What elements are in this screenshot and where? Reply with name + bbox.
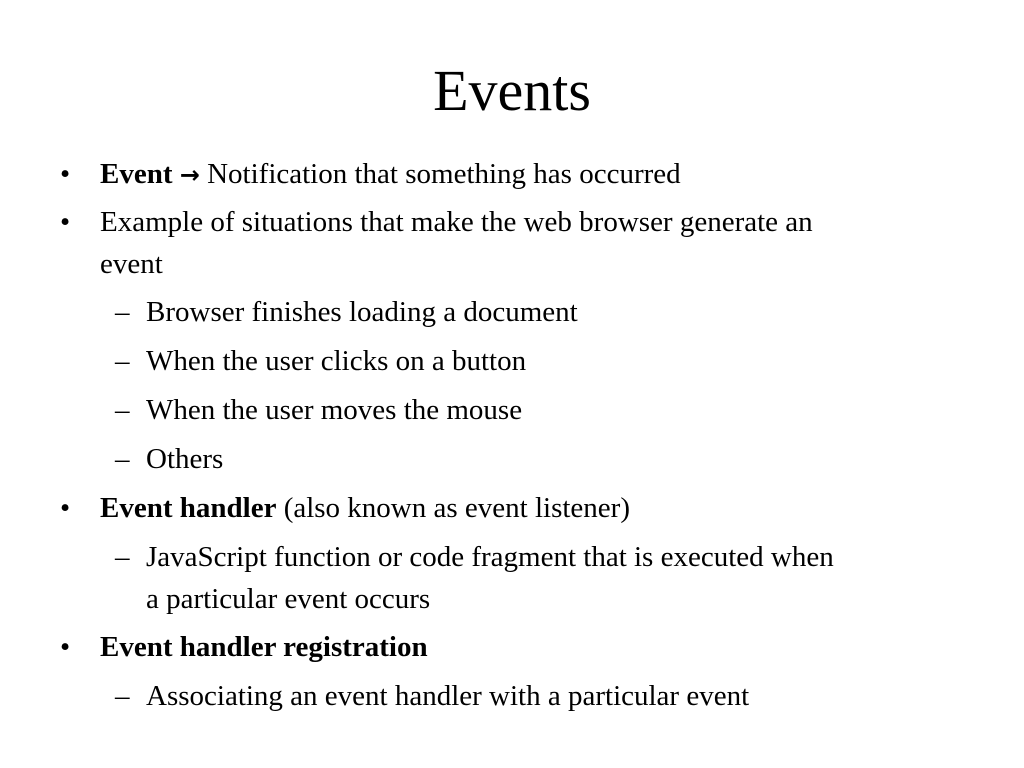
- slide-title: Events: [433, 58, 591, 123]
- bullet-marker: •: [60, 206, 71, 238]
- bullet-examples-line1: Example of situations that make the web browser generate an: [100, 206, 813, 238]
- dash-marker: –: [115, 443, 130, 475]
- term-event-handler: Event handler: [100, 492, 277, 524]
- term-event: Event: [100, 158, 173, 190]
- bullet-event: [100, 153, 681, 196]
- event-handler-aka: (also known as event listener): [283, 492, 630, 524]
- dash-marker: –: [115, 296, 130, 328]
- bullet-examples-line2: event: [100, 248, 163, 280]
- dash-marker: –: [115, 394, 130, 426]
- bullet-marker: •: [60, 492, 71, 524]
- dash-marker: –: [115, 541, 130, 573]
- sub-item-click: When the user clicks on a button: [146, 345, 527, 377]
- event-definition: Notification that something has occurred: [207, 158, 681, 190]
- bullet-marker: •: [60, 631, 71, 663]
- sub-item-mouse: When the user moves the mouse: [146, 394, 523, 426]
- bullet-registration: Event handler registration: [100, 631, 428, 663]
- bullet-marker: •: [60, 158, 71, 190]
- sub-item-loading: Browser finishes loading a document: [146, 296, 578, 328]
- right-arrow-icon: →: [179, 161, 200, 189]
- dash-marker: –: [115, 680, 130, 712]
- sub-item-others: Others: [146, 443, 224, 475]
- sub-item-registration: Associating an event handler with a particular event: [146, 680, 750, 712]
- dash-marker: –: [115, 345, 130, 377]
- bullet-event-handler: [100, 487, 630, 529]
- sub-item-handler-line2: a particular event occurs: [146, 583, 431, 615]
- sub-item-handler-line1: JavaScript function or code fragment that is executed when: [146, 541, 834, 573]
